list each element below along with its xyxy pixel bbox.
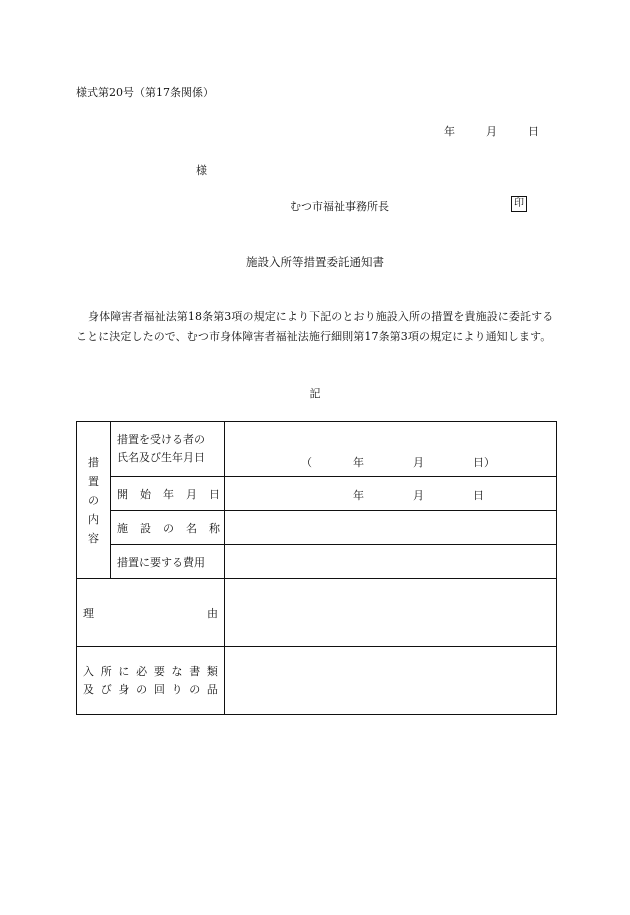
label-char: 始 <box>140 487 151 501</box>
recipient-label-line1: 措置を受ける者の <box>117 433 205 446</box>
label-char: 称 <box>209 521 220 535</box>
label-char: な <box>171 664 183 678</box>
start-day: 日 <box>473 489 484 502</box>
form-number: 様式第20号（第17条関係） <box>76 86 214 99</box>
label-char: 施 <box>117 521 128 535</box>
label-char: 書 <box>189 664 201 678</box>
label-char: り <box>171 682 183 696</box>
recipient-label <box>111 422 225 477</box>
label-char: の <box>136 682 148 696</box>
label-char: 入 <box>83 664 94 678</box>
group-char: の <box>88 493 99 507</box>
admission-items-value <box>225 647 557 715</box>
addressee-suffix: 様 <box>196 164 207 177</box>
label-char: 回 <box>153 682 165 696</box>
group-char: 置 <box>88 474 99 488</box>
group-char: 内 <box>88 512 99 526</box>
label-char: の <box>163 521 174 535</box>
label-char: 由 <box>207 606 218 620</box>
label-char: 身 <box>118 682 130 696</box>
recipient-label-line2: 氏名及び生年月日 <box>117 451 205 464</box>
label-char: 類 <box>206 664 218 678</box>
label-char: 年 <box>163 487 174 501</box>
measure-details-table <box>76 421 557 715</box>
document-title: 施設入所等措置委託通知書 <box>246 255 384 269</box>
label-char: 及 <box>83 682 94 696</box>
admission-items-label <box>77 647 225 715</box>
label-char: 必 <box>136 664 148 678</box>
recipient-value <box>225 422 557 477</box>
label-char: 品 <box>206 682 218 696</box>
label-char: び <box>100 682 112 696</box>
label-char: 開 <box>117 487 128 501</box>
date-line <box>444 123 539 139</box>
group-char: 措 <box>88 455 99 469</box>
label-char: 理 <box>83 606 94 620</box>
group-char: 容 <box>88 531 99 545</box>
facility-name-label <box>111 511 225 545</box>
start-year: 年 <box>353 489 364 502</box>
label-char: 要 <box>153 664 165 678</box>
seal-mark: 印 <box>511 196 527 212</box>
issuer-name: むつ市福祉事務所長 <box>290 200 389 213</box>
reason-label <box>77 579 225 647</box>
date-month: 月 <box>486 125 497 138</box>
label-char: 設 <box>140 521 151 535</box>
cost-label: 措置に要する費用 <box>111 545 225 579</box>
facility-name-value <box>225 511 557 545</box>
start-date-value <box>225 477 557 511</box>
body-paragraph: 身体障害者福祉法第18条第3項の規定により下記のとおり施設入所の措置を貴施設に委託することに決定したので、むつ市身体障害者福祉法施行細則第17条第3項の規定により通知します。 <box>76 310 554 343</box>
label-char: に <box>118 664 130 678</box>
date-day: 日 <box>528 125 539 138</box>
recipient-month: 月 <box>413 456 424 469</box>
start-month: 月 <box>413 489 424 502</box>
recipient-year: 年 <box>353 456 364 469</box>
cost-value <box>225 545 557 579</box>
label-char: 所 <box>100 664 112 678</box>
measure-content-group-label <box>77 422 111 579</box>
label-char: 日 <box>209 487 220 501</box>
label-char: の <box>189 682 201 696</box>
label-char: 月 <box>186 487 197 501</box>
date-year: 年 <box>444 125 455 138</box>
recipient-day: 日） <box>473 456 495 469</box>
start-date-label <box>111 477 225 511</box>
label-char: 名 <box>186 521 197 535</box>
note-heading: 記 <box>309 387 321 400</box>
reason-value <box>225 579 557 647</box>
recipient-open-paren: （ <box>301 456 312 469</box>
